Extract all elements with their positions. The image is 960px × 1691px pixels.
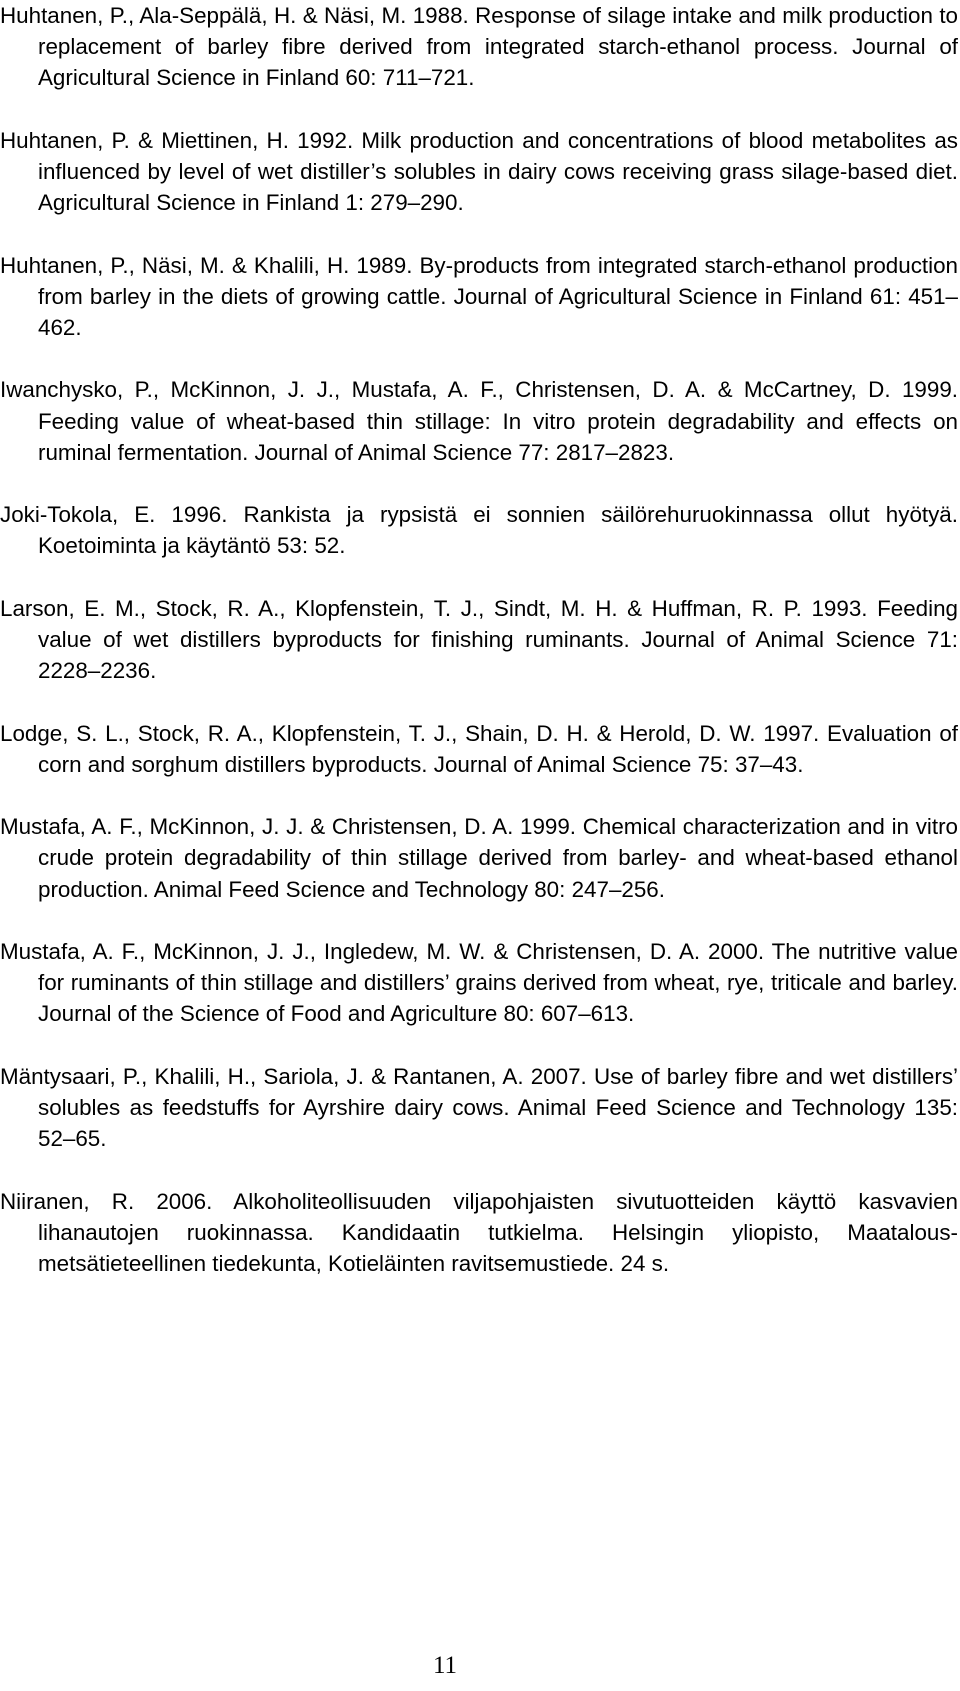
reference-entry: Joki-Tokola, E. 1996. Rankista ja rypsistä ei sonnien säilörehuruokinnassa ollut hyötyä. Koetoiminta ja käytäntö 53: 52. <box>0 502 958 559</box>
reference-entry: Lodge, S. L., Stock, R. A., Klopfenstein, T. J., Shain, D. H. & Herold, D. W. 1997. Evaluation of corn and sorghum distillers byproducts. Journal of Animal Science 75: 37–43. <box>0 720 958 777</box>
reference-entry: Huhtanen, P., Ala-Seppälä, H. & Näsi, M. 1988. Response of silage intake and milk production to replacement of barley fibre derived from integrated starch-ethanol process. Journal of Agricultural Science in Finland 60: 711–721. <box>0 3 958 91</box>
reference-entry: Huhtanen, P. & Miettinen, H. 1992. Milk production and concentrations of blood metabolites as influenced by level of wet distiller’s solubles in dairy cows receiving grass silage-based diet. Agricultural Science in Finland 1: 279–290. <box>0 127 958 216</box>
page-number: 11 <box>432 1652 458 1679</box>
reference-entry: Mustafa, A. F., McKinnon, J. J., Ingledew, M. W. & Christensen, D. A. 2000. The nutritive value for ruminants of thin stillage and distillers’ grains derived from wheat, rye, triticale and barley. Journal of the Science of Food and Agriculture 80: 607–613. <box>0 938 958 1027</box>
reference-entry: Larson, E. M., Stock, R. A., Klopfenstein, T. J., Sindt, M. H. & Huffman, R. P. 1993. Feeding value of wet distillers byproducts for finishing ruminants. Journal of Animal Science 71: 2228–2236. <box>0 595 958 684</box>
reference-entry: Niiranen, R. 2006. Alkoholiteollisuuden viljapohjaisten sivutuotteiden käyttö kasvavien lihanautojen ruokinnassa. Kandidaatin tutkielma. Helsingin yliopisto, Maatalous-metsätieteellinen tiedekunta, Kotieläinten ravitsemustiede. 24 s. <box>0 1188 958 1276</box>
reference-entry: Huhtanen, P., Näsi, M. & Khalili, H. 1989. By-products from integrated starch-ethanol production from barley in the diets of growing cattle. Journal of Agricultural Science in Finland 61: 451–462. <box>0 252 958 340</box>
reference-entry: Mustafa, A. F., McKinnon, J. J. & Christensen, D. A. 1999. Chemical characterization and in vitro crude protein degradability of thin stillage derived from barley- and wheat-based ethanol production. Animal Feed Science and Technology 80: 247–256. <box>0 814 958 902</box>
reference-entry: Iwanchysko, P., McKinnon, J. J., Mustafa, A. F., Christensen, D. A. & McCartney, D. 1999. Feeding value of wheat-based thin stillage: In vitro protein degradability and effects on ruminal fermentation. Journal of Animal Science 77: 2817–2823. <box>0 377 958 465</box>
reference-entry: Mäntysaari, P., Khalili, H., Sariola, J. & Rantanen, A. 2007. Use of barley fibre and wet distillers’ solubles as feedstuffs for Ayrshire dairy cows. Animal Feed Science and Technology 135: 52–65. <box>0 1063 958 1152</box>
